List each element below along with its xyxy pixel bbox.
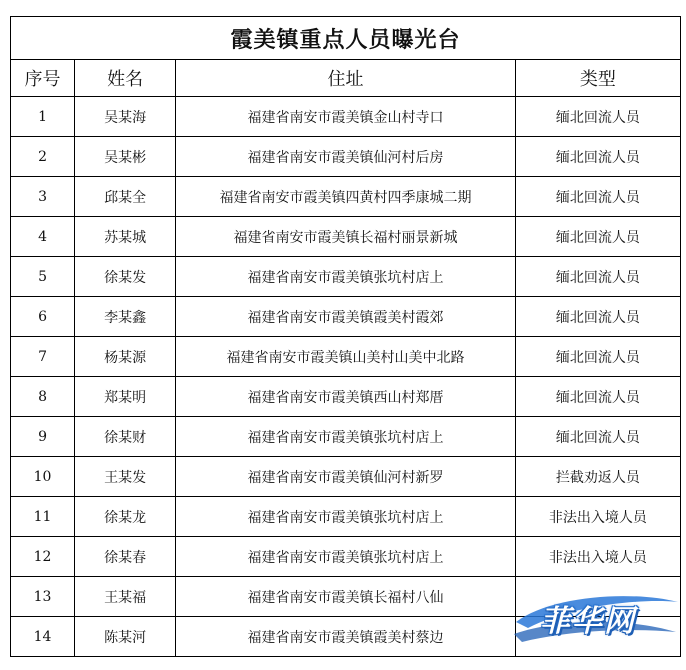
header-address: 住址	[176, 60, 515, 97]
cell-name: 徐某龙	[75, 497, 176, 537]
title-row	[11, 17, 681, 60]
cell-seq: 3	[11, 177, 75, 217]
table-row	[11, 177, 681, 217]
cell-name: 苏某城	[75, 217, 176, 257]
cell-address: 福建省南安市霞美镇张坑村店上	[176, 257, 515, 297]
cell-seq: 8	[11, 377, 75, 417]
cell-name: 徐某发	[75, 257, 176, 297]
table-row	[11, 217, 681, 257]
cell-name: 杨某源	[75, 337, 176, 377]
cell-type: 非法出入境人员	[515, 497, 680, 537]
cell-name: 郑某明	[75, 377, 176, 417]
cell-type: 非法出入境人员	[515, 537, 680, 577]
cell-name: 王某发	[75, 457, 176, 497]
cell-address: 福建省南安市霞美镇霞美村蔡边	[176, 617, 515, 657]
header-seq: 序号	[11, 60, 75, 97]
cell-name: 徐某春	[75, 537, 176, 577]
cell-seq: 4	[11, 217, 75, 257]
cell-type: 缅北回流人员	[515, 257, 680, 297]
cell-name: 吴某彬	[75, 137, 176, 177]
cell-address: 福建省南安市霞美镇张坑村店上	[176, 417, 515, 457]
cell-type: 缅北回流人员	[515, 97, 680, 137]
cell-seq: 6	[11, 297, 75, 337]
cell-address: 福建省南安市霞美镇金山村寺口	[176, 97, 515, 137]
cell-address: 福建省南安市霞美镇张坑村店上	[176, 497, 515, 537]
cell-seq: 7	[11, 337, 75, 377]
exposure-table-sheet	[10, 16, 681, 657]
cell-type: 缅北回流人员	[515, 337, 680, 377]
cell-type: 缅北回流人员	[515, 217, 680, 257]
cell-type: 缅北回流人员	[515, 417, 680, 457]
cell-name: 徐某财	[75, 417, 176, 457]
table-row	[11, 497, 681, 537]
table-row	[11, 257, 681, 297]
table-row	[11, 537, 681, 577]
cell-name: 王某福	[75, 577, 176, 617]
cell-address: 福建省南安市霞美镇长福村八仙	[176, 577, 515, 617]
cell-seq: 14	[11, 617, 75, 657]
cell-seq: 1	[11, 97, 75, 137]
header-type: 类型	[515, 60, 680, 97]
cell-name: 李某鑫	[75, 297, 176, 337]
table-row	[11, 457, 681, 497]
cell-name: 吴某海	[75, 97, 176, 137]
cell-seq: 10	[11, 457, 75, 497]
header-row	[11, 60, 681, 97]
cell-seq: 13	[11, 577, 75, 617]
table-row	[11, 417, 681, 457]
table-row	[11, 297, 681, 337]
cell-address: 福建省南安市霞美镇张坑村店上	[176, 537, 515, 577]
cell-type: 缅北回流人员	[515, 137, 680, 177]
table-row	[11, 337, 681, 377]
watermark-text: 菲华网	[540, 604, 636, 639]
header-name: 姓名	[75, 60, 176, 97]
cell-address: 福建省南安市霞美镇霞美村霞郊	[176, 297, 515, 337]
cell-type: 缅北回流人员	[515, 377, 680, 417]
cell-seq: 5	[11, 257, 75, 297]
cell-type: 缅北回流人员	[515, 177, 680, 217]
cell-name: 陈某河	[75, 617, 176, 657]
cell-type: 拦截劝返人员	[515, 457, 680, 497]
cell-seq: 11	[11, 497, 75, 537]
exposure-table	[10, 16, 681, 657]
cell-seq: 12	[11, 537, 75, 577]
cell-seq: 9	[11, 417, 75, 457]
cell-address: 福建省南安市霞美镇西山村郑厝	[176, 377, 515, 417]
watermark-logo	[510, 588, 682, 646]
cell-address: 福建省南安市霞美镇仙河村新罗	[176, 457, 515, 497]
cell-address: 福建省南安市霞美镇仙河村后房	[176, 137, 515, 177]
table-row	[11, 137, 681, 177]
table-row	[11, 377, 681, 417]
cell-seq: 2	[11, 137, 75, 177]
cell-address: 福建省南安市霞美镇山美村山美中北路	[176, 337, 515, 377]
cell-address: 福建省南安市霞美镇长福村丽景新城	[176, 217, 515, 257]
table-title: 霞美镇重点人员曝光台	[11, 17, 681, 60]
cell-name: 邱某全	[75, 177, 176, 217]
cell-address: 福建省南安市霞美镇四黄村四季康城二期	[176, 177, 515, 217]
table-row	[11, 97, 681, 137]
cell-type: 缅北回流人员	[515, 297, 680, 337]
